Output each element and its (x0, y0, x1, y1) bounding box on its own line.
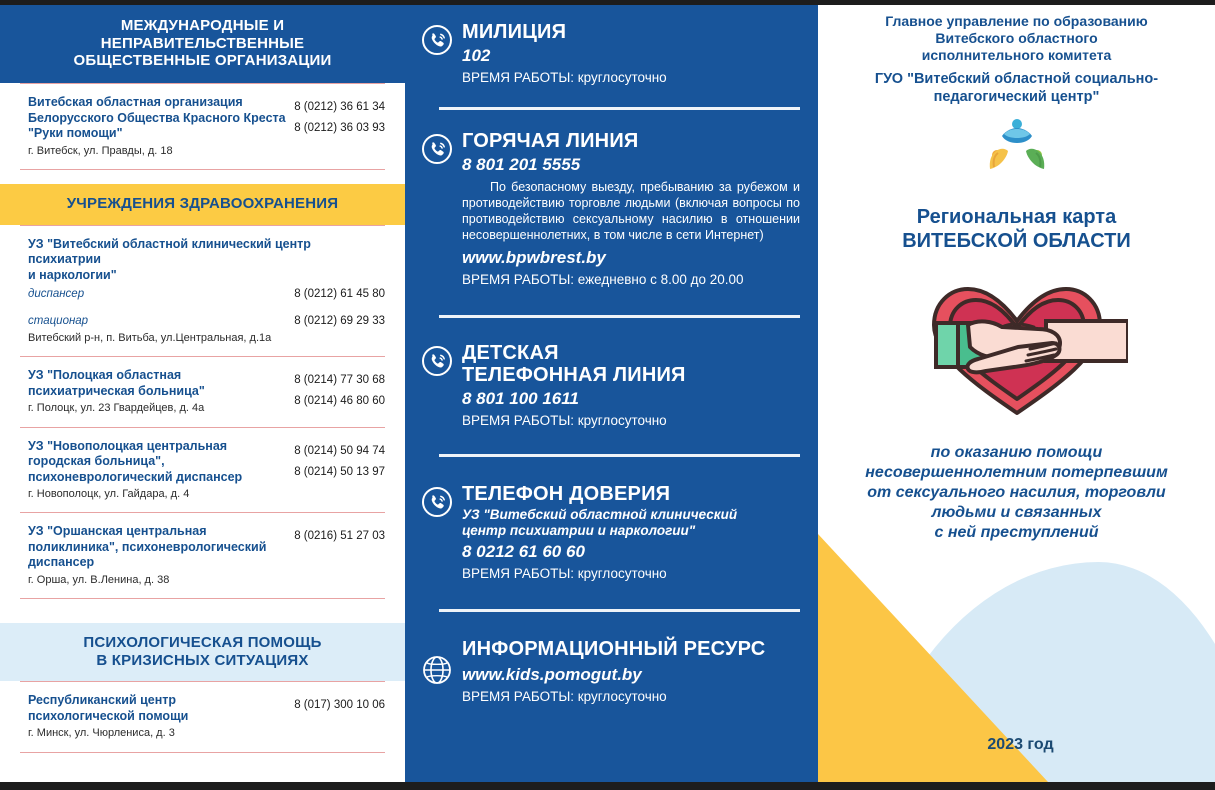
right-panel-content (818, 5, 1215, 543)
contact-number: 8 801 100 1611 (462, 388, 579, 408)
contact-website[interactable]: www.bpwbrest.by (462, 248, 606, 268)
contact-title: ГОРЯЧАЯ ЛИНИЯ (462, 129, 639, 152)
entry-name-line1: Витебская областная организация (28, 95, 243, 110)
section-header-ngo (0, 5, 405, 83)
list-item (20, 357, 385, 426)
section-header-healthcare (0, 184, 405, 225)
entry-sub-label: диспансер (28, 288, 85, 301)
contact-title: ТЕЛЕФОН ДОВЕРИЯ (462, 482, 671, 505)
divider (20, 752, 385, 753)
authority-line2: Витебского областного (935, 30, 1098, 47)
phone-number: 8 (0214) 50 13 97 (294, 465, 385, 478)
divider (20, 598, 385, 599)
entry-address: г. Орша, ул. В.Ленина, д. 38 (28, 573, 170, 586)
entry-body (28, 439, 288, 502)
list-item (20, 84, 385, 169)
entry-name-line3: "Руки помощи" (28, 126, 123, 141)
entry-subrow (28, 314, 385, 329)
contact-title-line2: ТЕЛЕФОННАЯ ЛИНИЯ (462, 363, 686, 386)
entry-sub-label: стационар (28, 314, 89, 327)
contact-number: 8 0212 61 60 60 (462, 542, 585, 562)
entry-address: Витебский р-н, п. Витьба, ул.Центральная, д.1а (28, 331, 272, 344)
contact-title: МИЛИЦИЯ (462, 21, 567, 43)
phone-number: 8 (0212) 69 29 33 (294, 314, 385, 327)
entry-name-line1: Республиканский центр (28, 693, 177, 708)
year-label: 2023 год (987, 736, 1054, 753)
authority-line1: Главное управление по образованию (885, 13, 1148, 29)
entry-name-line2: и наркологии" (28, 267, 117, 282)
contact-title: ИНФОРМАЦИОННЫЙ РЕСУРС (462, 637, 766, 660)
section-header-psych-line2: В КРИЗИСНЫХ СИТУАЦИЯХ (96, 651, 309, 669)
phone-circle-icon (421, 486, 453, 523)
contact-hours: ВРЕМЯ РАБОТЫ: круглосуточно (462, 566, 667, 582)
contact-block-body (462, 130, 800, 289)
healthcare-entries (0, 225, 405, 600)
entry-phones (294, 95, 385, 140)
list-item (20, 226, 385, 357)
phone-circle-icon (421, 24, 453, 61)
entry-name-line2: психиатрическая больница" (28, 383, 205, 398)
page-title-line2: ВИТЕБСКОЙ ОБЛАСТИ (902, 229, 1131, 252)
entry-address: г. Минск, ул. Чюрлениса, д. 3 (28, 727, 175, 740)
subtitle-line2: несовершеннолетним потерпевшим (865, 463, 1168, 481)
entry-address: г. Новополоцк, ул. Гайдара, д. 4 (28, 488, 190, 501)
page-subtitle (832, 443, 1201, 544)
phone-number: 8 (0212) 36 03 93 (294, 122, 385, 135)
entry-name-line1: УЗ "Полоцкая областная (28, 368, 182, 383)
phone-number: 8 (0212) 36 61 34 (294, 101, 385, 114)
entry-phones (294, 439, 385, 484)
page-title (832, 205, 1201, 253)
contact-block-hotline (421, 130, 800, 289)
contact-description: По безопасному выезду, пребыванию за рубежом и противодействию торговле людьми (включая вопросы по противодействию сексуальному насилию в отношении несовершеннолетних, в том числе в сети Интернет) (462, 180, 800, 243)
contact-hours: ВРЕМЯ РАБОТЫ: круглосуточно (462, 689, 667, 705)
contact-number: 102 (462, 46, 491, 65)
contact-block-body (462, 342, 800, 430)
entry-subrow (28, 287, 385, 302)
subtitle-line3: от сексуального насилия, торговли (867, 483, 1166, 501)
entry-name (28, 524, 288, 571)
phone-number: 8 (0216) 51 27 03 (294, 530, 385, 543)
phone-number: 8 (0214) 46 80 60 (294, 395, 385, 408)
list-item (20, 513, 385, 598)
three-people-logo (984, 117, 1050, 171)
entry-phones (294, 524, 385, 547)
contact-block-trust-phone (421, 483, 800, 583)
organization-name (832, 71, 1201, 106)
contact-block-body (462, 21, 800, 87)
entry-name-line1: УЗ "Новополоцкая центральная (28, 438, 228, 453)
phone-number: 8 (0214) 50 94 74 (294, 444, 385, 457)
org-line1: ГУО "Витебский областной социально- (874, 71, 1159, 88)
subtitle-line1: по оказанию помощи (930, 443, 1103, 461)
entry-phones (294, 368, 385, 413)
entry-phones (294, 693, 385, 716)
entry-body (28, 95, 288, 158)
page-title-line1: Региональная карта (916, 205, 1117, 228)
contact-hours: ВРЕМЯ РАБОТЫ: ежедневно с 8.00 до 20.00 (462, 272, 744, 288)
contact-website[interactable]: www.kids.pomogut.by (462, 664, 642, 684)
list-item (20, 428, 385, 513)
phone-circle-icon (421, 133, 453, 170)
entry-name-line2: поликлиника", психоневрологический (28, 539, 267, 554)
entry-name-line2: психологической помощи (28, 708, 189, 723)
contact-org-line1: УЗ "Витебский областной клинический (462, 506, 738, 522)
entry-name-line2: Белорусского Общества Красного Креста (28, 110, 286, 125)
entry-name-line1: УЗ "Оршанская центральная (28, 524, 207, 539)
middle-panel (405, 5, 818, 782)
contact-hours: ВРЕМЯ РАБОТЫ: круглосуточно (462, 413, 667, 429)
contact-title-line1: ДЕТСКАЯ (462, 341, 559, 364)
phone-circle-icon (421, 345, 453, 382)
phone-number: 8 (017) 300 10 06 (294, 699, 385, 712)
section-header-ngo-line2: ОБЩЕСТВЕННЫЕ ОРГАНИЗАЦИИ (73, 52, 332, 70)
contact-block-children-line (421, 342, 800, 430)
entry-name (28, 439, 288, 486)
right-panel (818, 5, 1215, 782)
entry-name-line3: психоневрологический диспансер (28, 469, 243, 484)
divider (20, 169, 385, 170)
phone-number: 8 (0212) 61 45 80 (294, 288, 385, 301)
entry-name (28, 368, 288, 399)
authority-name (832, 13, 1201, 64)
ngo-entries (0, 83, 405, 170)
entry-address: г. Полоцк, ул. 23 Гвардейцев, д. 4а (28, 402, 205, 415)
section-header-ngo-line1: МЕЖДУНАРОДНЫЕ И НЕПРАВИТЕЛЬСТВЕННЫЕ (100, 17, 305, 52)
section-header-psych (0, 623, 405, 681)
entry-name-line3: диспансер (28, 555, 95, 570)
contact-block-info-resource (421, 638, 800, 706)
entry-name (28, 95, 288, 142)
entry-address: г. Витебск, ул. Правды, д. 18 (28, 144, 173, 157)
entry-name-line1: УЗ "Витебский областной клинический центр психиатрии (28, 236, 311, 267)
contact-block-body (462, 483, 800, 583)
left-panel (0, 5, 405, 782)
entry-body (28, 693, 288, 740)
contact-block-body (462, 638, 800, 706)
subtitle-line5: с ней преступлений (934, 524, 1099, 542)
entry-body (28, 524, 288, 587)
contact-org-line2: центр психиатрии и наркологии" (462, 522, 696, 538)
list-item (20, 682, 385, 751)
entry-name (28, 693, 288, 724)
org-line2: педагогический центр" (933, 88, 1100, 105)
section-header-healthcare-line1: УЧРЕЖДЕНИЯ ЗДРАВООХРАНЕНИЯ (66, 194, 339, 212)
subtitle-line4: людьми и связанных (931, 504, 1102, 522)
entry-name-line2: городская больница", (28, 454, 165, 469)
globe-icon (421, 654, 453, 691)
authority-line3: исполнительного комитета (921, 47, 1112, 64)
contact-number: 8 801 201 5555 (462, 154, 581, 174)
contact-hours: ВРЕМЯ РАБОТЫ: круглосуточно (462, 70, 667, 86)
section-header-psych-line1: ПСИХОЛОГИЧЕСКАЯ ПОМОЩЬ (83, 634, 322, 652)
entry-body (28, 368, 288, 415)
entry-name (28, 237, 385, 284)
contact-block-militia (421, 21, 800, 87)
phone-number: 8 (0214) 77 30 68 (294, 374, 385, 387)
psych-entries (0, 681, 405, 752)
hands-holding-heart-illustration (906, 273, 1128, 421)
